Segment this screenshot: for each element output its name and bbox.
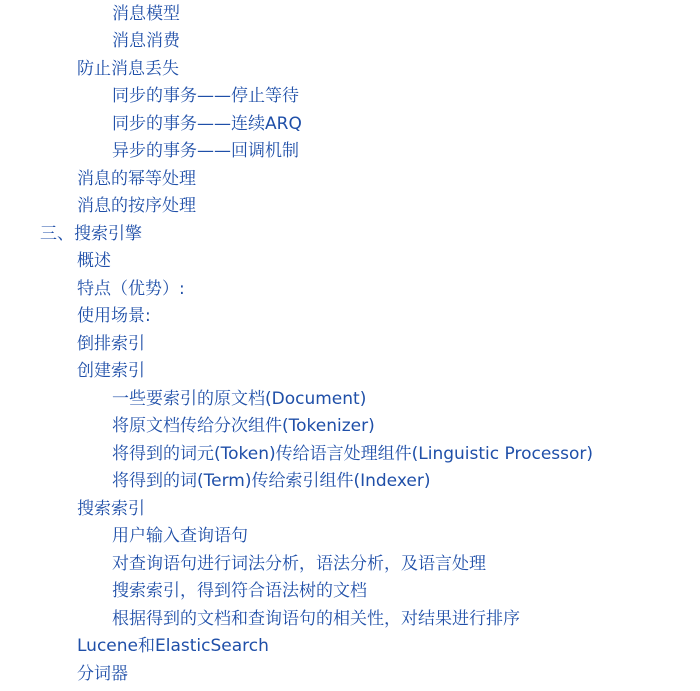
toc-link-sync-stop-and-wait[interactable]: 同步的事务——停止等待 [112,86,299,106]
toc-link-analyzer[interactable]: 分词器 [77,664,128,684]
toc-link-search-matching-docs[interactable]: 搜索索引，得到符合语法树的文档 [112,581,367,601]
toc-link-lucene-elasticsearch[interactable]: Lucene和ElasticSearch [77,636,269,656]
toc-link-inverted-index[interactable]: 倒排索引 [77,334,145,354]
toc-link-search-engine[interactable]: 三、搜索引擎 [40,224,142,244]
toc-link-query-analysis[interactable]: 对查询语句进行词法分析，语法分析，及语言处理 [112,554,486,574]
toc-link-ordered-handling[interactable]: 消息的按序处理 [77,196,196,216]
toc-link-overview[interactable]: 概述 [77,251,111,271]
toc-link-async-callback[interactable]: 异步的事务——回调机制 [112,141,299,161]
toc-link-prevent-message-loss[interactable]: 防止消息丢失 [77,59,179,79]
toc-link-indexer[interactable]: 将得到的词(Term)传给索引组件(Indexer) [112,471,431,491]
toc-link-idempotent-handling[interactable]: 消息的幂等处理 [77,169,196,189]
toc-link-search-index[interactable]: 搜索索引 [77,499,145,519]
toc-link-features[interactable]: 特点（优势）: [77,279,185,299]
toc-link-rank-results[interactable]: 根据得到的文档和查询语句的相关性，对结果进行排序 [112,609,520,629]
toc-link-message-consumption[interactable]: 消息消费 [112,31,180,51]
toc-link-tokenizer[interactable]: 将原文档传给分次组件(Tokenizer) [112,416,375,436]
toc-link-sync-continuous-arq[interactable]: 同步的事务——连续ARQ [112,114,302,134]
toc-link-user-query[interactable]: 用户输入查询语句 [112,526,248,546]
toc-link-message-model[interactable]: 消息模型 [112,4,180,24]
toc-link-create-index[interactable]: 创建索引 [77,361,145,381]
toc-link-source-documents[interactable]: 一些要索引的原文档(Document) [112,389,367,409]
toc-link-linguistic-processor[interactable]: 将得到的词元(Token)传给语言处理组件(Linguistic Processor) [112,444,594,464]
toc-link-use-cases[interactable]: 使用场景: [77,306,151,326]
